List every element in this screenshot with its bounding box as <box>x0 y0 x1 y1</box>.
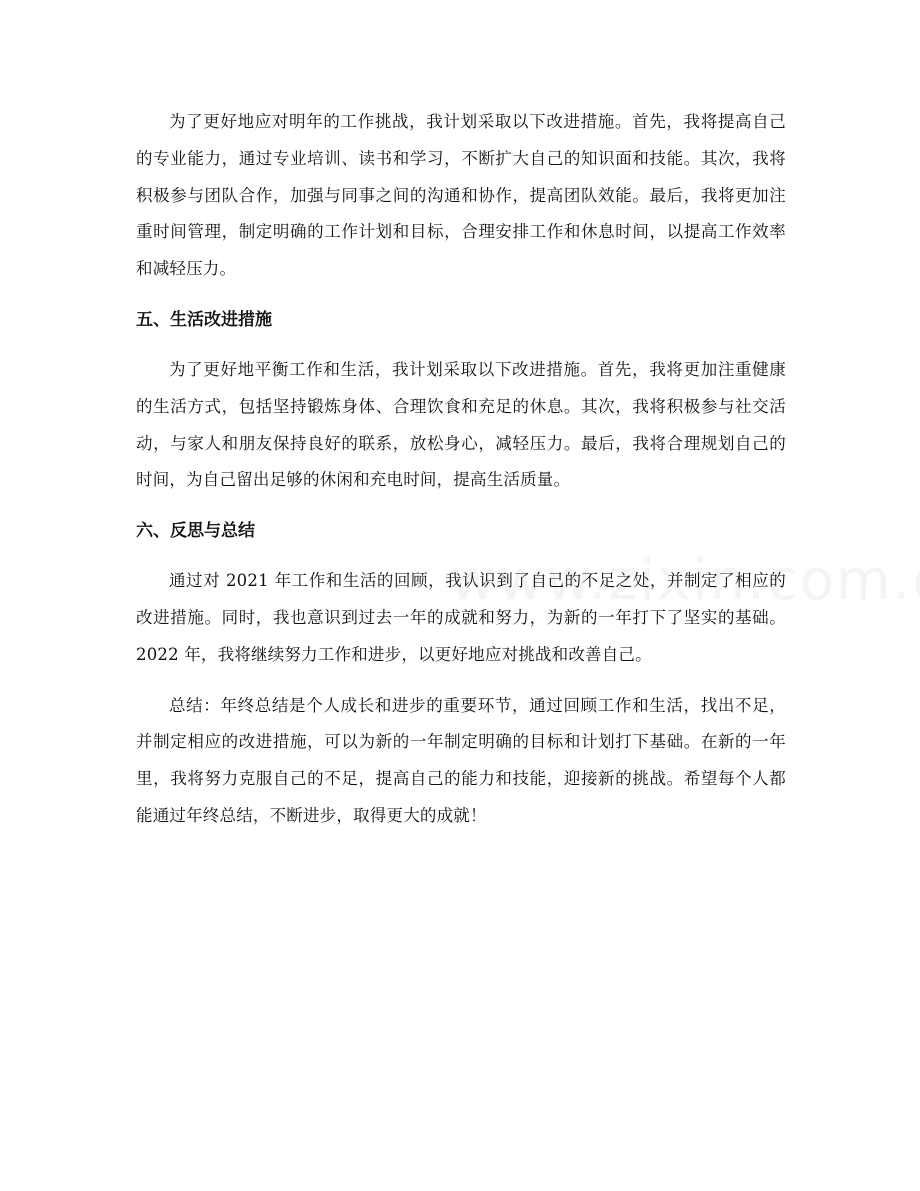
paragraph-summary: 总结：年终总结是个人成长和进步的重要环节，通过回顾工作和生活，找出不足，并制定相应的改进措施，可以为新的一年制定明确的目标和计划打下基础。在新的一年里，我将努力克服自己的不足，提高自己的能力和技能，迎接新的挑战。希望每个人都能通过年终总结，不断进步，取得更大的成就！ <box>136 695 786 825</box>
paragraph-reflection: 通过对 2021 年工作和生活的回顾，我认识到了自己的不足之处，并制定了相应的改进措施。同时，我也意识到过去一年的成就和努力，为新的一年打下了坚实的基础。2022 年，我将继续努力工作和进步，以更好地应对挑战和改善自己。 <box>136 571 786 664</box>
section-heading-life-measures: 五、生活改进措施 <box>136 309 272 330</box>
paragraph-life-measures: 为了更好地平衡工作和生活，我计划采取以下改进措施。首先，我将更加注重健康的生活方式，包括坚持锻炼身体、合理饮食和充足的休息。其次，我将积极参与社交活动，与家人和朋友保持良好的联系，放松身心，减轻压力。最后，我将合理规划自己的时间，为自己留出足够的休闲和充电时间，提高生活质量。 <box>136 359 786 490</box>
document-body <box>136 104 786 835</box>
paragraph-work-measures: 为了更好地应对明年的工作挑战，我计划采取以下改进措施。首先，我将提高自己的专业能力，通过专业培训、读书和学习，不断扩大自己的知识面和技能。其次，我将积极参与团队合作，加强与同事之间的沟通和协作，提高团队效能。最后，我将更加注重时间管理，制定明确的工作计划和目标，合理安排工作和休息时间，以提高工作效率和减轻压力。 <box>136 112 786 279</box>
section-heading-reflection: 六、反思与总结 <box>136 521 255 542</box>
